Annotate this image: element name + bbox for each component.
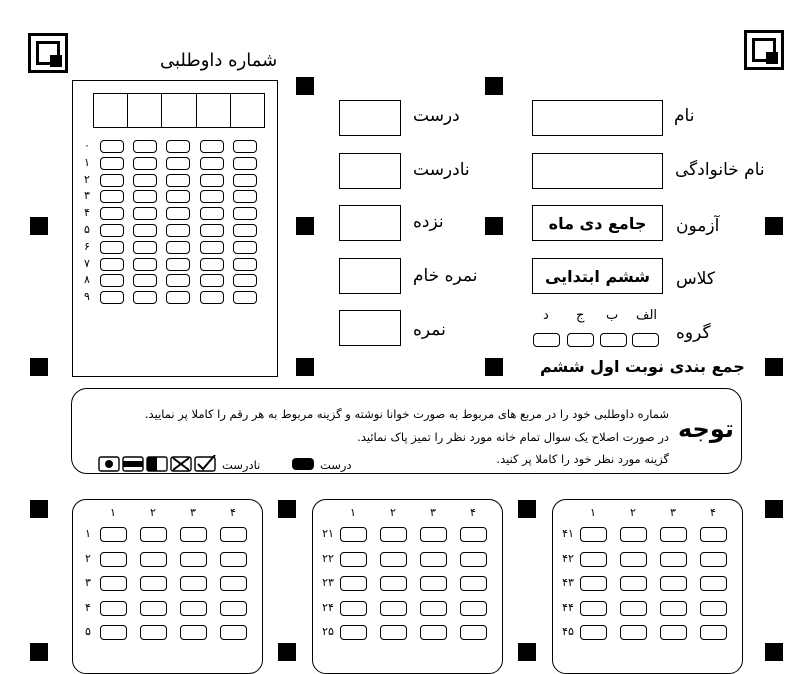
notice-title: توجه	[678, 415, 734, 443]
answer-bubble[interactable]	[380, 625, 407, 640]
candidate-digit-bubble[interactable]	[133, 207, 157, 220]
answer-bubble[interactable]	[140, 576, 167, 591]
candidate-digit-bubble[interactable]	[233, 241, 257, 254]
answer-bubble[interactable]	[660, 576, 687, 591]
question-number: ۴۴	[562, 600, 574, 614]
name-field[interactable]	[532, 100, 663, 136]
question-number: ۴۲	[562, 551, 574, 565]
timing-mark	[30, 217, 48, 235]
group-option-dal: د	[543, 308, 549, 323]
candidate-digit-bubble[interactable]	[200, 224, 224, 237]
candidate-digit-bubble[interactable]	[200, 274, 224, 287]
group-bubble-jim[interactable]	[567, 333, 594, 347]
raw-score-box[interactable]	[339, 258, 401, 294]
class-value: ششم ابتدایی	[544, 266, 651, 286]
legend-incorrect-label: نادرست	[222, 458, 261, 472]
option-header: ۲	[630, 506, 636, 519]
timing-mark	[30, 643, 48, 661]
corner-mark-left	[28, 33, 68, 73]
candidate-digit-label: ۸	[84, 273, 90, 287]
grade-box[interactable]	[339, 310, 401, 346]
candidate-digit-bubble[interactable]	[133, 241, 157, 254]
candidate-digit-bubble[interactable]	[200, 190, 224, 203]
legend-correct-label: درست	[320, 458, 352, 472]
checkmark-icon	[195, 455, 215, 471]
exam-label: آزمون	[676, 216, 720, 236]
candidate-digit-bubble[interactable]	[166, 224, 190, 237]
candidate-digit-bubble[interactable]	[166, 241, 190, 254]
timing-mark	[296, 77, 314, 95]
class-label: کلاس	[676, 269, 715, 289]
candidate-digit-bubble[interactable]	[100, 174, 124, 187]
answer-bubble[interactable]	[140, 527, 167, 542]
question-number: ۱	[85, 527, 91, 540]
question-number: ۴۳	[562, 576, 574, 589]
candidate-digit-bubble[interactable]	[233, 224, 257, 237]
timing-mark	[485, 358, 503, 376]
timing-mark	[278, 500, 296, 518]
candidate-digit-box[interactable]	[94, 94, 128, 127]
question-number: ۲۳	[322, 576, 334, 589]
candidate-digit-bubble[interactable]	[133, 258, 157, 271]
answer-bubble[interactable]	[420, 601, 447, 616]
exam-value: جامع دی ماه	[548, 213, 647, 233]
answer-bubble[interactable]	[580, 576, 607, 591]
candidate-digit-label: ۵	[84, 223, 90, 236]
answer-bubble[interactable]	[220, 601, 247, 616]
question-number: ۲۱	[322, 527, 334, 540]
summary-title: جمع بندی نوبت اول ششم	[540, 357, 745, 376]
option-header: ۲	[390, 506, 396, 519]
answer-bubble[interactable]	[420, 552, 447, 567]
timing-mark	[765, 500, 783, 518]
candidate-digit-label: ۴	[84, 206, 90, 220]
option-header: ۴	[230, 506, 236, 519]
answer-bubble[interactable]	[220, 625, 247, 640]
question-number: ۵	[85, 625, 91, 638]
answer-bubble[interactable]	[180, 552, 207, 567]
candidate-digit-box[interactable]	[128, 94, 162, 127]
answer-bubble[interactable]	[140, 601, 167, 616]
candidate-digit-bubble[interactable]	[200, 291, 224, 304]
option-header: ۴	[710, 506, 716, 519]
correct-count-box[interactable]	[339, 100, 401, 136]
incorrect-count-box[interactable]	[339, 153, 401, 189]
candidate-digit-bubble[interactable]	[133, 190, 157, 203]
blank-count-box[interactable]	[339, 205, 401, 241]
answer-bubble[interactable]	[700, 625, 727, 640]
candidate-digit-bubble[interactable]	[133, 224, 157, 237]
answer-bubble[interactable]	[340, 552, 367, 567]
answer-bubble[interactable]	[100, 527, 127, 542]
answer-bubble[interactable]	[700, 601, 727, 616]
timing-mark	[296, 217, 314, 235]
answer-bubble[interactable]	[380, 527, 407, 542]
answer-bubble[interactable]	[340, 576, 367, 591]
option-header: ۱	[110, 506, 116, 519]
option-header: ۳	[430, 506, 436, 519]
candidate-digit-box[interactable]	[231, 94, 264, 127]
family-name-field[interactable]	[532, 153, 663, 189]
answer-bubble[interactable]	[220, 576, 247, 591]
candidate-digit-bubble[interactable]	[233, 157, 257, 170]
answer-bubble[interactable]	[660, 625, 687, 640]
group-option-alef: الف	[636, 308, 658, 323]
answer-bubble[interactable]	[100, 552, 127, 567]
answer-bubble[interactable]	[100, 625, 127, 640]
answer-bubble[interactable]	[620, 576, 647, 591]
answer-bubble[interactable]	[460, 625, 487, 640]
candidate-digit-bubble[interactable]	[233, 207, 257, 220]
question-number: ۲	[85, 551, 91, 565]
candidate-digit-bubble[interactable]	[200, 241, 224, 254]
candidate-digit-bubble[interactable]	[200, 157, 224, 170]
x-mark-icon	[171, 457, 191, 471]
incorrect-count-label: نادرست	[413, 160, 470, 180]
candidate-digit-box[interactable]	[162, 94, 196, 127]
option-header: ۲	[150, 506, 156, 519]
answer-bubble[interactable]	[460, 552, 487, 567]
blank-count-label: نزده	[413, 212, 444, 232]
candidate-digit-bubble[interactable]	[166, 140, 190, 153]
answer-bubble[interactable]	[180, 625, 207, 640]
answer-bubble[interactable]	[700, 576, 727, 591]
answer-bubble[interactable]	[700, 527, 727, 542]
correct-count-label: درست	[413, 106, 460, 126]
candidate-digit-bubble[interactable]	[200, 140, 224, 153]
candidate-digit-label: ۹	[84, 290, 90, 304]
timing-mark	[518, 643, 536, 661]
answer-bubble[interactable]	[620, 625, 647, 640]
answer-bubble[interactable]	[340, 625, 367, 640]
candidate-digit-bubble[interactable]	[233, 274, 257, 287]
candidate-digit-label: ۱	[84, 155, 90, 169]
answer-bubble[interactable]	[580, 625, 607, 640]
question-number: ۳	[85, 576, 91, 589]
notice-line-2: در صورت اصلاح یک سوال تمام خانه مورد نظر را تمیز پاک نمائید.	[357, 430, 669, 444]
answer-bubble[interactable]	[340, 527, 367, 542]
timing-mark	[485, 217, 503, 235]
notice-line-3: گزینه مورد نظر خود را کاملا پر کنید.	[496, 452, 669, 466]
candidate-digit-bubble[interactable]	[166, 207, 190, 220]
answer-bubble[interactable]	[380, 576, 407, 591]
answer-bubble[interactable]	[140, 552, 167, 567]
candidate-digit-bubble[interactable]	[133, 174, 157, 187]
answer-bubble[interactable]	[460, 601, 487, 616]
answer-bubble[interactable]	[660, 601, 687, 616]
answer-bubble[interactable]	[420, 576, 447, 591]
candidate-digit-bubble[interactable]	[233, 291, 257, 304]
answer-bubble[interactable]	[220, 527, 247, 542]
group-label: گروه	[676, 323, 711, 343]
option-header: ۳	[670, 506, 676, 519]
candidate-digit-bubble[interactable]	[133, 274, 157, 287]
timing-mark	[30, 358, 48, 376]
answer-bubble[interactable]	[420, 625, 447, 640]
candidate-digit-bubble[interactable]	[166, 174, 190, 187]
question-number: ۲۵	[322, 625, 334, 638]
candidate-number-title: شماره داوطلبی	[160, 50, 278, 71]
timing-mark	[765, 358, 783, 376]
answer-bubble[interactable]	[420, 527, 447, 542]
candidate-digit-bubble[interactable]	[233, 258, 257, 271]
candidate-digit-bubble[interactable]	[200, 207, 224, 220]
answer-bubble[interactable]	[220, 552, 247, 567]
answer-bubble[interactable]	[380, 552, 407, 567]
candidate-digit-bubble[interactable]	[233, 174, 257, 187]
candidate-digit-bubble[interactable]	[200, 258, 224, 271]
answer-bubble[interactable]	[100, 576, 127, 591]
timing-mark	[296, 358, 314, 376]
answer-bubble[interactable]	[180, 601, 207, 616]
candidate-digit-bubble[interactable]	[133, 140, 157, 153]
timing-mark	[30, 500, 48, 518]
raw-score-label: نمره خام	[413, 266, 478, 286]
candidate-digit-bubble[interactable]	[166, 258, 190, 271]
candidate-digit-bubble[interactable]	[100, 224, 124, 237]
answer-bubble[interactable]	[580, 552, 607, 567]
notice-line-1: شماره داوطلبی خود را در مربع های مربوط به صورت خوانا نوشته و گزینه مربوط به هر رقم را کاملا پر نمایید.	[144, 407, 669, 421]
family-name-label: نام خانوادگی	[675, 160, 765, 180]
question-number: ۴۵	[562, 625, 574, 638]
answer-bubble[interactable]	[180, 576, 207, 591]
option-header: ۴	[470, 506, 476, 519]
answer-bubble[interactable]	[580, 527, 607, 542]
candidate-digit-bubble[interactable]	[200, 174, 224, 187]
group-bubble-alef[interactable]	[632, 333, 659, 347]
answer-bubble[interactable]	[620, 552, 647, 567]
exam-field	[532, 205, 663, 241]
candidate-digit-bubble[interactable]	[133, 157, 157, 170]
candidate-digit-box[interactable]	[197, 94, 231, 127]
timing-mark	[765, 643, 783, 661]
question-number: ۴۱	[562, 527, 574, 540]
candidate-digit-bubble[interactable]	[100, 157, 124, 170]
question-number: ۲۴	[322, 600, 334, 614]
candidate-number-write-boxes	[93, 93, 265, 128]
candidate-digit-bubble[interactable]	[100, 140, 124, 153]
candidate-digit-bubble[interactable]	[100, 207, 124, 220]
candidate-digit-bubble[interactable]	[100, 190, 124, 203]
legend-wrong-marks	[95, 455, 219, 473]
answer-bubble[interactable]	[380, 601, 407, 616]
candidate-digit-bubble[interactable]	[166, 190, 190, 203]
answer-bubble[interactable]	[460, 527, 487, 542]
candidate-digit-bubble[interactable]	[100, 291, 124, 304]
grade-label: نمره	[413, 320, 446, 340]
question-number: ۲۲	[322, 551, 334, 565]
timing-mark	[278, 643, 296, 661]
candidate-digit-bubble[interactable]	[133, 291, 157, 304]
legend-filled-bubble	[292, 458, 314, 470]
group-option-be: ب	[606, 308, 619, 323]
candidate-digit-bubble[interactable]	[166, 157, 190, 170]
answer-bubble[interactable]	[180, 527, 207, 542]
option-header: ۱	[350, 506, 356, 519]
bar-fill-icon	[123, 457, 143, 471]
answer-bubble[interactable]	[620, 601, 647, 616]
group-option-jim: ج	[576, 308, 585, 323]
class-field	[532, 258, 663, 294]
half-fill-icon	[147, 457, 167, 471]
question-number: ۴	[85, 600, 91, 614]
answer-bubble[interactable]	[140, 625, 167, 640]
timing-mark	[518, 500, 536, 518]
option-header: ۳	[190, 506, 196, 519]
answer-bubble[interactable]	[580, 601, 607, 616]
candidate-digit-bubble[interactable]	[100, 241, 124, 254]
candidate-digit-label: ۲	[84, 172, 90, 186]
timing-mark	[765, 217, 783, 235]
dot-fill-icon	[99, 457, 119, 471]
candidate-digit-label: ۷	[84, 256, 90, 270]
candidate-digit-bubble[interactable]	[166, 274, 190, 287]
candidate-digit-bubble[interactable]	[100, 274, 124, 287]
candidate-digit-bubble[interactable]	[233, 140, 257, 153]
candidate-digit-label: ۶	[84, 239, 90, 253]
option-header: ۱	[590, 506, 596, 519]
candidate-digit-label: ۰	[84, 139, 90, 152]
candidate-digit-bubble[interactable]	[100, 258, 124, 271]
group-bubble-be[interactable]	[600, 333, 627, 347]
answer-bubble[interactable]	[700, 552, 727, 567]
corner-mark-right	[744, 30, 784, 70]
answer-bubble[interactable]	[660, 527, 687, 542]
name-label: نام	[674, 106, 695, 126]
answer-bubble[interactable]	[620, 527, 647, 542]
timing-mark	[485, 77, 503, 95]
answer-bubble[interactable]	[100, 601, 127, 616]
candidate-digit-bubble[interactable]	[233, 190, 257, 203]
answer-bubble[interactable]	[340, 601, 367, 616]
candidate-digit-bubble[interactable]	[166, 291, 190, 304]
candidate-digit-label: ۳	[84, 189, 90, 203]
answer-bubble[interactable]	[460, 576, 487, 591]
answer-bubble[interactable]	[660, 552, 687, 567]
group-bubble-dal[interactable]	[533, 333, 560, 347]
